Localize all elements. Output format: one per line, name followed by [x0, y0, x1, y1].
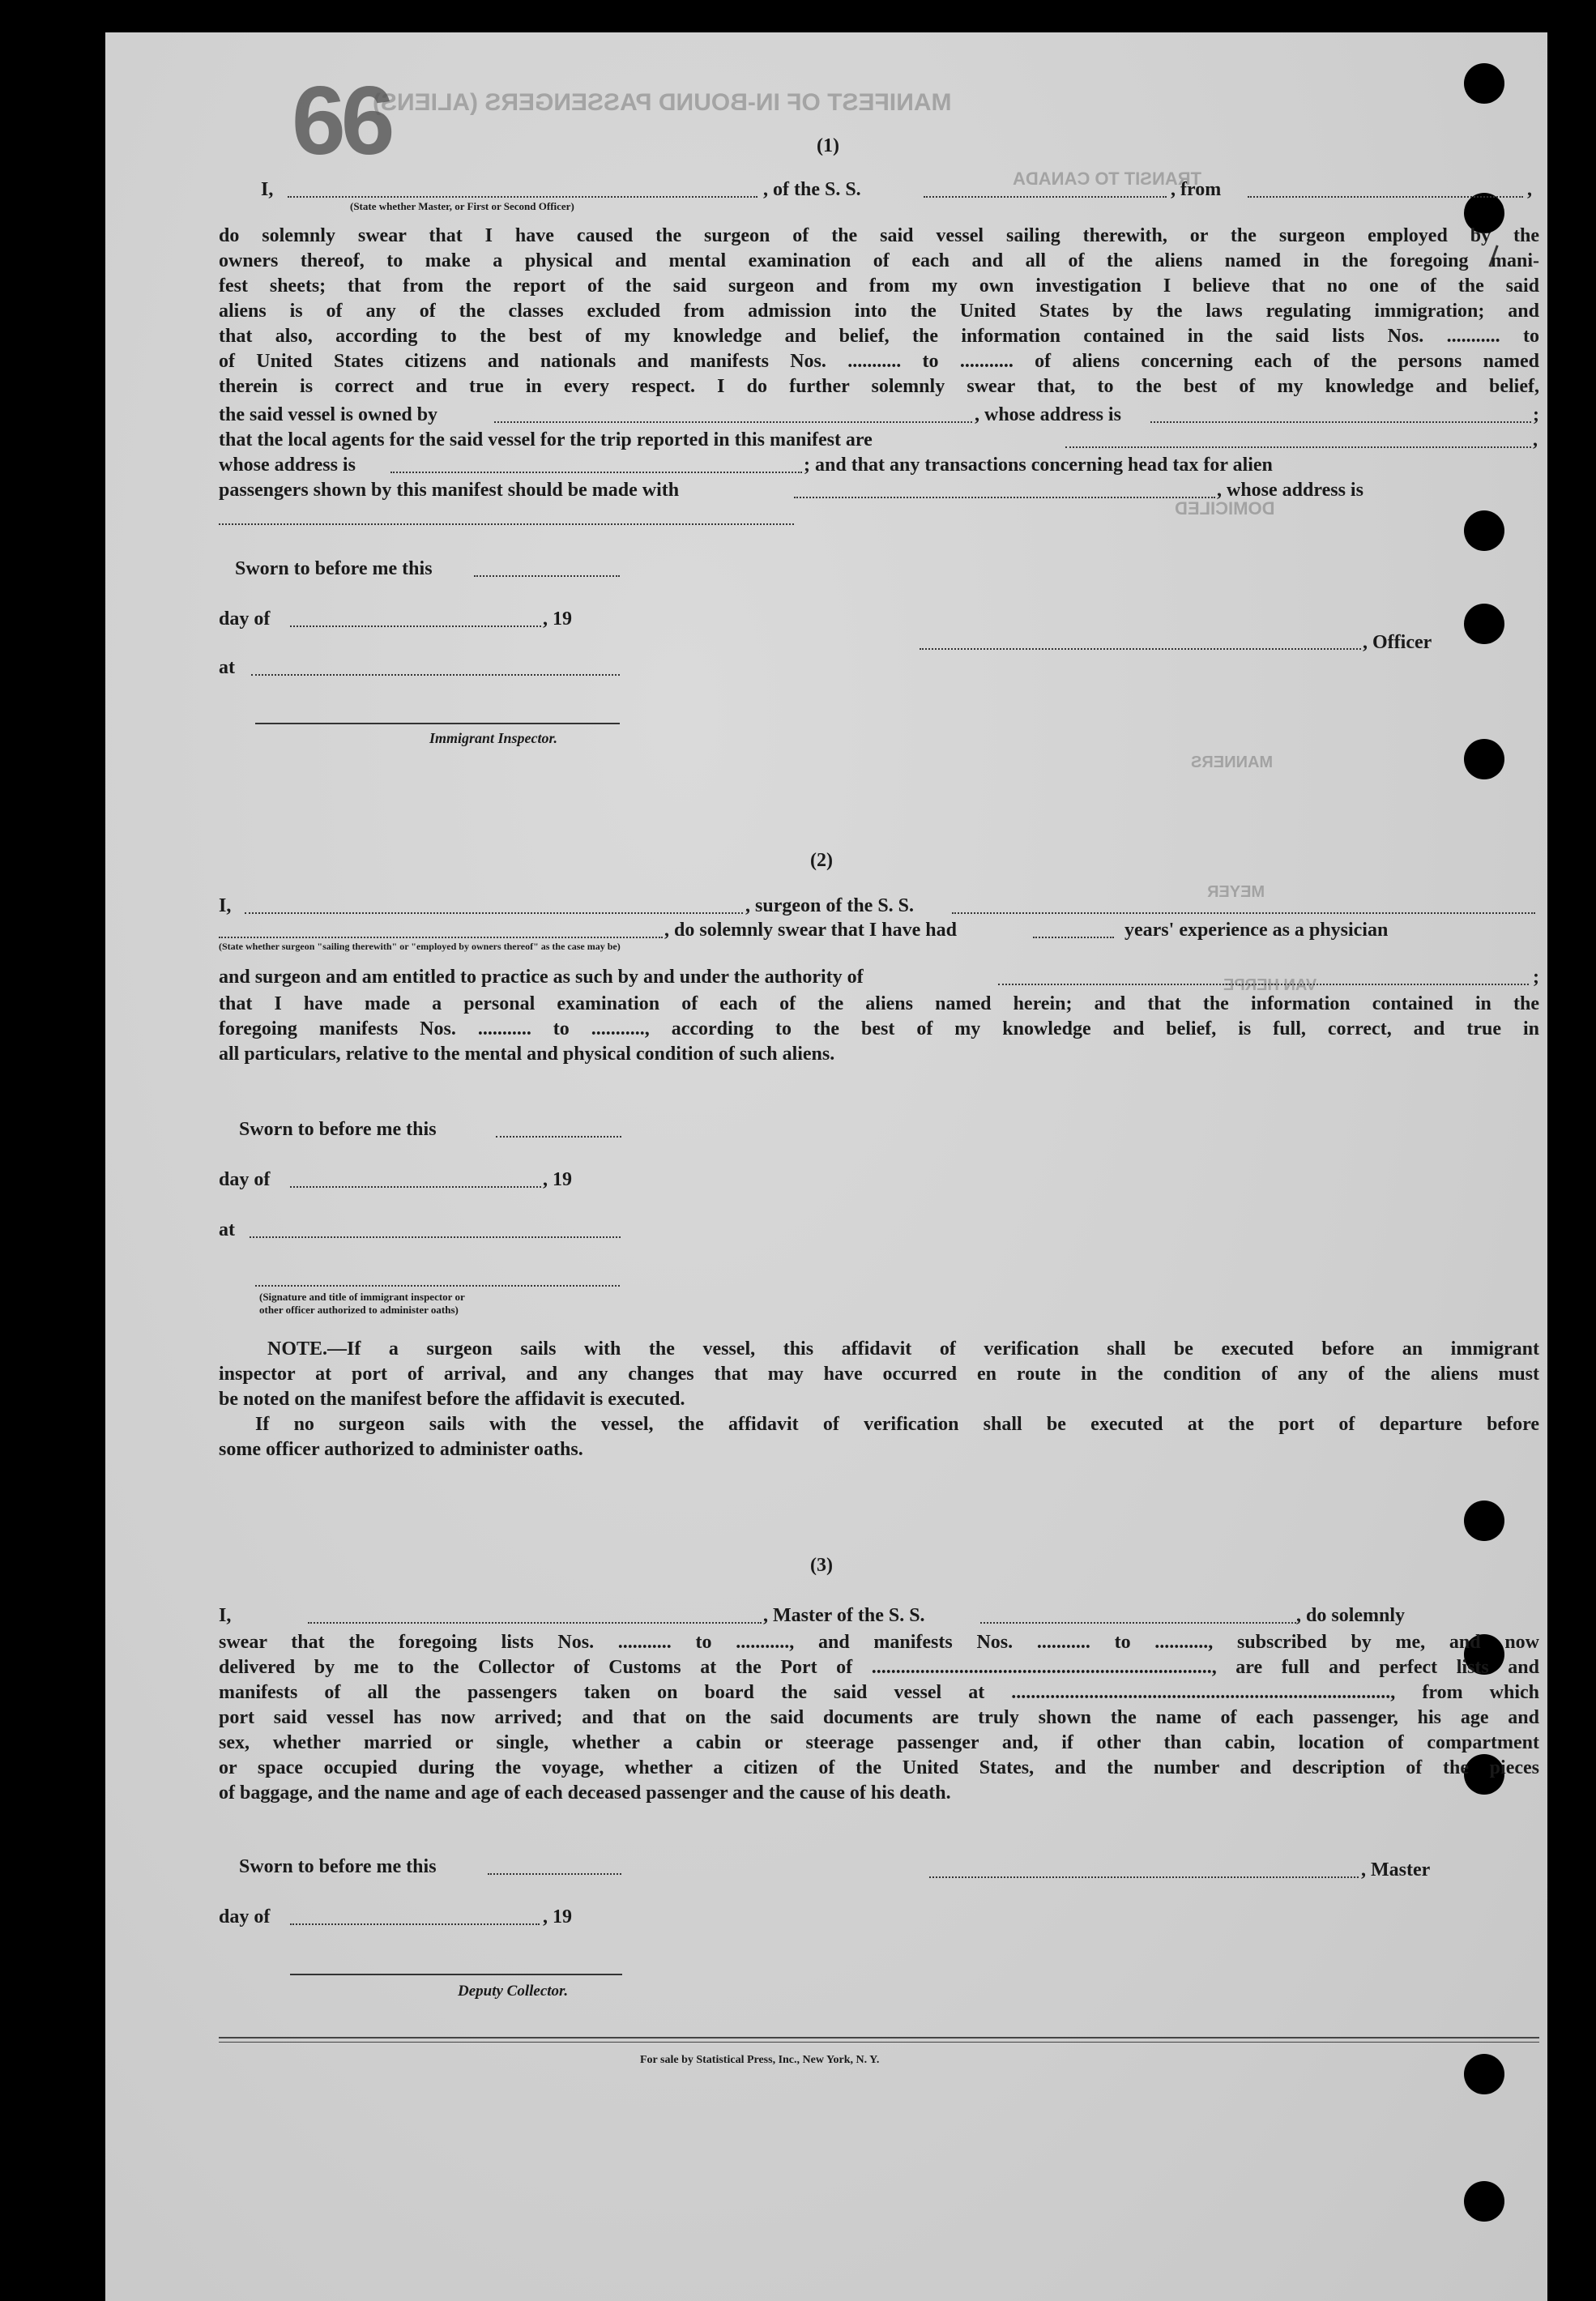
- swear-label: , do solemnly swear that I have had: [664, 920, 957, 941]
- at-field-1: [251, 674, 620, 676]
- exam-line: foregoing manifests Nos. ........... to ..........., according to the best of my knowledge and belief, is full, correct, and true in: [219, 1018, 1539, 1040]
- bleed-through-text: MANNERS: [1191, 753, 1274, 771]
- at-field-2: [250, 1236, 621, 1238]
- binder-hole: [1464, 2181, 1504, 2222]
- passengers-label: passengers shown by this manifest should be made with: [219, 480, 680, 501]
- at-label-2: at: [219, 1219, 235, 1240]
- from-label: , from: [1171, 179, 1222, 200]
- printer-credit: For sale by Statistical Press, Inc., New York, N. Y.: [640, 2054, 880, 2066]
- sworn-date-field-1: [474, 575, 620, 577]
- line-end: ;: [1533, 404, 1539, 425]
- no-surgeon-paragraph: [219, 1412, 1539, 1462]
- whose-address-label-3: , whose address is: [1217, 480, 1363, 501]
- footer-rule-bottom: [219, 2042, 1539, 2043]
- affiant-intro: I,: [261, 179, 274, 200]
- oath-line: owners thereof, to make a physical and mental examination of each and all of the aliens named in the foregoing mani-: [219, 250, 1539, 271]
- surgeon-status-field: [219, 937, 663, 938]
- bleed-through-text: DOMICILED: [1175, 498, 1275, 519]
- oath-line: therein is correct and true in every respect. I do further solemnly swear that, to the best of my knowledge and belief,: [219, 376, 1539, 397]
- line-end: ,: [1533, 429, 1538, 450]
- binder-hole: [1464, 2054, 1504, 2094]
- deputy-collector-title: Deputy Collector.: [458, 1983, 569, 2000]
- surgeon-vessel-field: [952, 912, 1535, 914]
- master-oath-paragraph: [219, 1630, 1539, 1806]
- years-label: years' experience as a physician: [1124, 920, 1389, 941]
- bleed-through-text: MANIFEST OF IN-BOUND PASSENGERS (ALIENS): [373, 89, 952, 116]
- section-number-3: (3): [810, 1555, 833, 1576]
- day-of-field-2: [290, 1186, 541, 1188]
- officer-label: , Officer: [1363, 632, 1432, 653]
- section-number-1: (1): [817, 135, 839, 156]
- oath-line: that also, according to the best of my knowledge and belief, the information contained in the said lists Nos. ........... to: [219, 326, 1539, 347]
- signature-note-1: (Signature and title of immigrant inspector or: [259, 1291, 465, 1303]
- binder-hole: [1464, 739, 1504, 779]
- at-label-1: at: [219, 657, 235, 678]
- master-of-label: , Master of the S. S.: [763, 1605, 925, 1626]
- master-name-field: [308, 1622, 762, 1624]
- note-line: NOTE.—If a surgeon sails with the vessel, this affidavit of verification shall be executed before an immigrant: [267, 1338, 1539, 1360]
- day-of-field-3: [290, 1923, 540, 1925]
- sworn-label-3: Sworn to before me this: [239, 1856, 437, 1877]
- sworn-date-field-3: [488, 1873, 621, 1875]
- master-oath-line: delivered by me to the Collector of Customs at the Port of ......................................................................, are full and perfect lists and: [219, 1657, 1539, 1678]
- day-of-label-2: day of: [219, 1169, 271, 1190]
- owner-address-field: [1150, 421, 1531, 423]
- local-agents-label: that the local agents for the said vessel for the trip reported in this manifest are: [219, 429, 873, 450]
- surgeon-name-field: [245, 912, 743, 914]
- oath-line: fest sheets; that from the report of the said surgeon and from my own investigation I believe that no one of the said: [219, 275, 1539, 297]
- master-oath-line: of baggage, and the name and age of each deceased passenger and the cause of his death.: [219, 1782, 951, 1804]
- line-end: ,: [1527, 179, 1532, 200]
- deputy-signature-line: [290, 1974, 622, 1975]
- sworn-label-2: Sworn to before me this: [239, 1119, 437, 1140]
- inspector-signature-line-2: [255, 1285, 620, 1287]
- master-oath-line: manifests of all the passengers taken on board the said vessel at .............................................................................., from which: [219, 1682, 1539, 1703]
- authority-field: [998, 984, 1529, 985]
- entitled-label: and surgeon and am entitled to practice as such by and under the authority of: [219, 967, 864, 988]
- year-label-3: , 19: [543, 1906, 572, 1927]
- master-oath-line: swear that the foregoing lists Nos. ........... to ..........., and manifests Nos. ........... to ..........., subscribed by me, and now: [219, 1632, 1539, 1653]
- note-paragraph: [219, 1337, 1539, 1412]
- bleed-through-text: VAN HERPE: [1223, 976, 1317, 994]
- day-of-label-3: day of: [219, 1906, 271, 1927]
- sworn-date-field-2: [496, 1136, 621, 1138]
- oath-line: do solemnly swear that I have caused the surgeon of the said vessel sailing therewith, or the surgeon employed by the: [219, 225, 1539, 246]
- agent-address-field: [390, 472, 802, 473]
- head-tax-text: ; and that any transactions concerning head tax for alien: [804, 455, 1273, 476]
- master-oath-line: sex, whether married or single, whether a cabin or steerage passenger and, if other than cabin, location of compartment: [219, 1732, 1539, 1753]
- master-oath-line: or space occupied during the voyage, whether a citizen of the United States, and the number and description of the pieces: [219, 1757, 1539, 1778]
- owner-field: [494, 421, 972, 423]
- master-intro: I,: [219, 1605, 232, 1626]
- note-line: If no surgeon sails with the vessel, the affidavit of verification shall be executed at the port of departure before: [255, 1414, 1539, 1435]
- officer-rank-note: (State whether Master, or First or Second Officer): [350, 200, 574, 212]
- note-line: inspector at port of arrival, and any changes that may have occurred en route in the condition of any of the aliens must: [219, 1364, 1539, 1385]
- document-page: [105, 32, 1547, 2301]
- master-oath-line: port said vessel has now arrived; and that on the said documents are truly shown the name of each passenger, his age and: [219, 1707, 1539, 1728]
- day-of-label-1: day of: [219, 608, 271, 630]
- master-label: , Master: [1361, 1859, 1431, 1881]
- binder-hole: [1464, 1501, 1504, 1541]
- from-port-field: [1248, 196, 1523, 198]
- line-end: ;: [1533, 967, 1539, 988]
- year-label-2: , 19: [543, 1169, 572, 1190]
- contact-address-field: [219, 523, 794, 525]
- section-number-2: (2): [810, 850, 833, 871]
- inspector-signature-line-1: [255, 723, 620, 724]
- officer-signature-field: [920, 648, 1361, 650]
- head-tax-contact-field: [794, 497, 1215, 498]
- oath-paragraph-1: [219, 224, 1539, 399]
- master-signature-field: [929, 1876, 1359, 1878]
- year-label-1: , 19: [543, 608, 572, 630]
- binder-hole: [1464, 604, 1504, 644]
- examination-paragraph: [219, 992, 1539, 1067]
- note-line: some officer authorized to administer oaths.: [219, 1439, 583, 1460]
- local-agents-field: [1065, 446, 1531, 448]
- bleed-through-text: MEYER: [1207, 883, 1265, 901]
- footer-rule-top: [219, 2037, 1539, 2038]
- oath-line: aliens is of any of the classes excluded from admission into the United States by the laws regulating immigration; and: [219, 301, 1539, 322]
- page-stamp-number: 66: [292, 66, 390, 175]
- oath-line: of United States citizens and nationals and manifests Nos. ........... to ........... of aliens concerning each of the persons named: [219, 351, 1539, 372]
- officer-name-field: [288, 196, 757, 198]
- exam-line: all particulars, relative to the mental and physical condition of such aliens.: [219, 1044, 835, 1065]
- master-vessel-field: [980, 1622, 1296, 1624]
- binder-hole: [1464, 510, 1504, 551]
- signature-note-2: other officer authorized to administer oaths): [259, 1304, 459, 1316]
- vessel-name-field: [924, 196, 1167, 198]
- day-of-field-1: [290, 625, 541, 627]
- ss-label: , of the S. S.: [763, 179, 861, 200]
- bleed-through-text: TRANSIT TO CANADA: [1013, 169, 1202, 189]
- surgeon-status-note: (State whether surgeon "sailing therewith" or "employed by owners thereof" as the case may be): [219, 941, 621, 952]
- exam-line: that I have made a personal examination of each of the aliens named herein; and that the information contained in the: [219, 993, 1539, 1014]
- inspector-title: Immigrant Inspector.: [429, 730, 558, 746]
- owned-by-label: the said vessel is owned by: [219, 404, 438, 425]
- surgeon-of-label: , surgeon of the S. S.: [745, 895, 915, 916]
- note-line: be noted on the manifest before the affidavit is executed.: [219, 1389, 685, 1410]
- sworn-label-1: Sworn to before me this: [235, 558, 433, 579]
- whose-address-label: , whose address is: [975, 404, 1121, 425]
- agent-address-label: whose address is: [219, 455, 356, 476]
- do-solemnly-label: , do solemnly: [1296, 1605, 1406, 1626]
- surgeon-intro: I,: [219, 895, 232, 916]
- years-field: [1033, 937, 1114, 938]
- binder-hole: [1464, 63, 1504, 104]
